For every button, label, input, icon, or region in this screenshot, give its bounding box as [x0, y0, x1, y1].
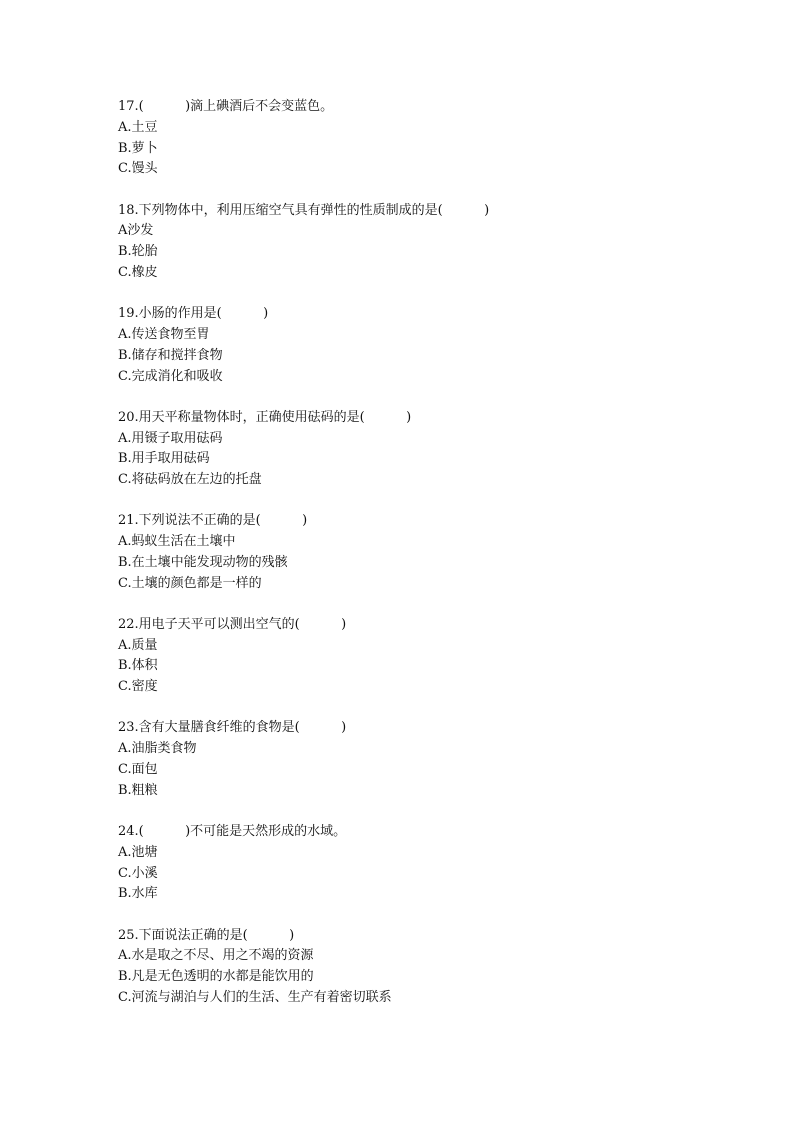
option-c: C.密度 [118, 679, 158, 695]
question-stem: 23.含有大量膳食纤维的食物是( ) [118, 720, 347, 736]
option-c: C.馒头 [118, 161, 158, 177]
question-stem: 21.下列说法不正确的是( ) [118, 513, 308, 529]
option-a: A.油脂类食物 [118, 741, 197, 757]
option-c: C.土壤的颜色都是一样的 [118, 575, 262, 591]
option-a: A沙发 [118, 223, 154, 239]
option-a: A.传送食物至胃 [118, 326, 210, 342]
option-c: C.小溪 [118, 865, 158, 881]
option-a: A.土豆 [118, 119, 158, 135]
option-c: C.完成消化和吸收 [118, 368, 223, 384]
question-stem: 18.下列物体中，利用压缩空气具有弹性的性质制成的是( ) [118, 202, 490, 218]
question-20 [118, 408, 718, 491]
question-stem: 25.下面说法正确的是( ) [118, 927, 295, 943]
document-page [118, 97, 718, 1029]
option-c: C.河流与湖泊与人们的生活、生产有着密切联系 [118, 990, 392, 1006]
option-c: C.橡皮 [118, 264, 158, 280]
option-b: B.水库 [118, 886, 158, 902]
option-a: A.水是取之不尽、用之不竭的资源 [118, 948, 314, 964]
question-stem: 20.用天平称量物体时，正确使用砝码的是( ) [118, 409, 412, 425]
question-18 [118, 201, 718, 284]
option-b: B.用手取用砝码 [118, 451, 210, 467]
question-21 [118, 511, 718, 594]
option-b: B.体积 [118, 658, 158, 674]
question-stem: 17.( )滴上碘酒后不会变蓝色。 [118, 99, 334, 114]
question-23 [118, 718, 718, 801]
option-b: B.凡是无色透明的水都是能饮用的 [118, 969, 314, 985]
option-b: B.萝卜 [118, 140, 158, 156]
question-17 [118, 97, 718, 180]
option-a: A.蚂蚁生活在土壤中 [118, 534, 236, 550]
option-b: B.储存和搅拌食物 [118, 347, 223, 363]
option-a: A.池塘 [118, 844, 158, 860]
question-24 [118, 822, 718, 905]
option-b: B.在土壤中能发现动物的残骸 [118, 554, 288, 570]
question-stem: 22.用电子天平可以测出空气的( ) [118, 616, 347, 632]
option-b: B.粗粮 [118, 782, 158, 798]
option-b: B.轮胎 [118, 244, 158, 260]
question-22 [118, 615, 718, 698]
option-c: C.面包 [118, 762, 158, 778]
option-a: A.质量 [118, 637, 158, 653]
option-a: A.用镊子取用砝码 [118, 430, 223, 446]
question-25 [118, 926, 718, 1009]
question-stem: 24.( )不可能是天然形成的水域。 [118, 824, 347, 840]
option-c: C.将砝码放在左边的托盘 [118, 472, 262, 488]
question-stem: 19.小肠的作用是( ) [118, 306, 269, 322]
question-19 [118, 304, 718, 387]
